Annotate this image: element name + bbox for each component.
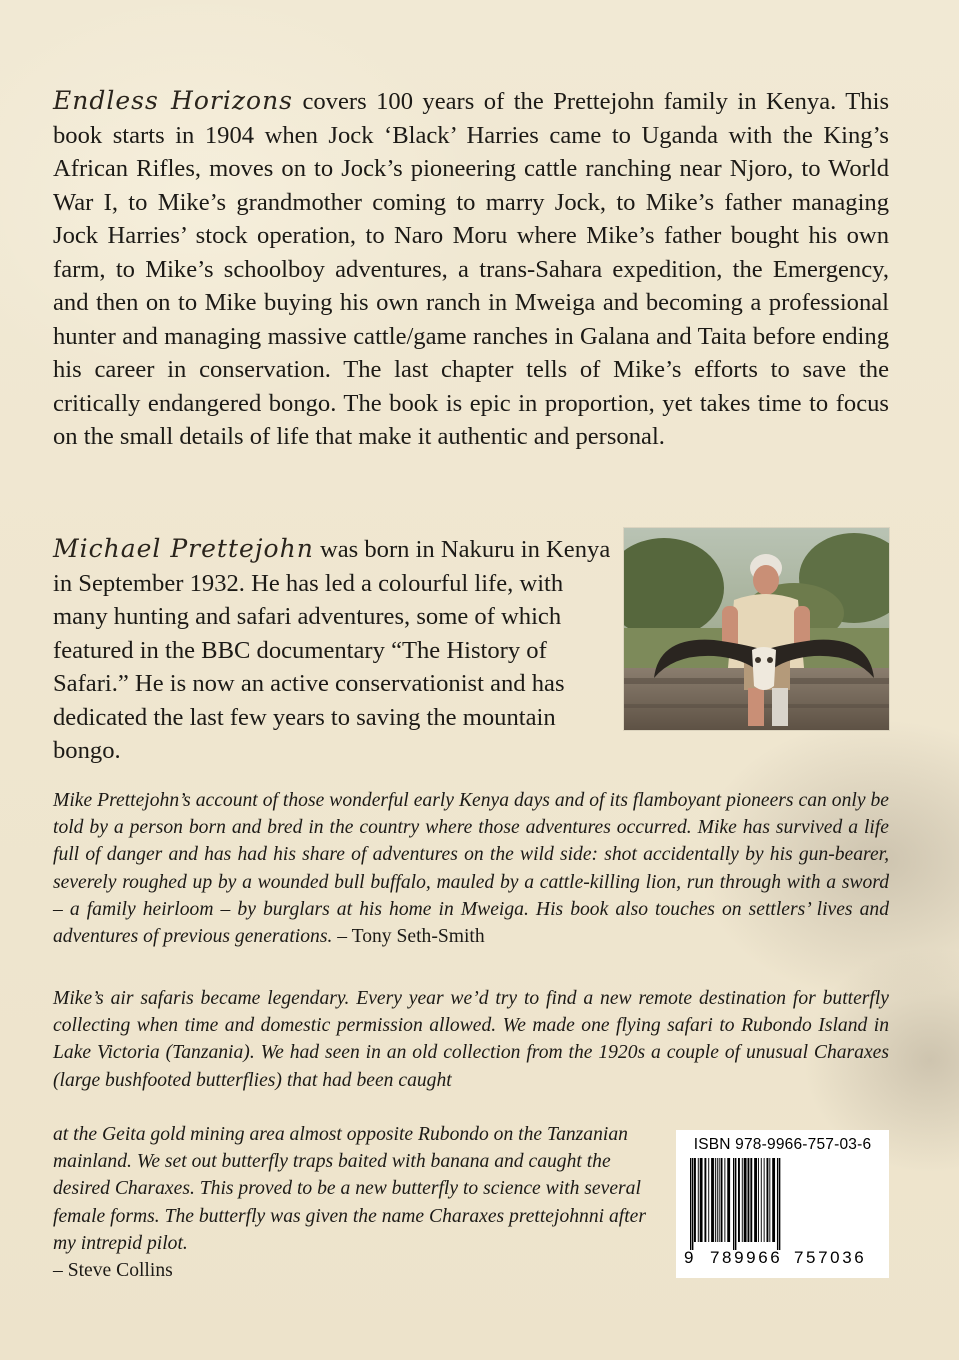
review-quote-1-attribution: – Tony Seth-Smith <box>332 926 485 948</box>
barcode-bars-icon <box>676 1158 889 1250</box>
isbn-label: ISBN 978-9966-757-03-6 <box>693 1136 872 1153</box>
barcode-bar <box>761 1158 762 1242</box>
isbn-digits-right: 757036 <box>794 1248 867 1267</box>
barcode-bar <box>715 1158 716 1242</box>
author-bio <box>53 532 613 768</box>
barcode-guard-bar <box>777 1158 778 1250</box>
review-quote-2-narrow <box>53 1121 663 1284</box>
review-quote-2-text-narrow: at the Geita gold mining area almost opposite Rubondo on the Tanzanian mainland. We set out butterfly traps baited with banana and caught the desired Charaxes. This proved to be a new butterfly to science with several female forms. The butterfly was given the name Charaxes prettejohnni after my intrepid pilot. <box>53 1124 646 1254</box>
barcode-guard-bar <box>690 1158 691 1250</box>
barcode-bar <box>719 1158 720 1242</box>
review-quote-2-text-full: Mike’s air safaris became legendary. Every year we’d try to find a new remote destination for butterfly collecting when time and domestic permission allowed. We made one flying safari to Rubondo Island in Lake Victoria (Tanzania). We had seen in an old collection from the 1920s a couple of unusual Charaxes (large bushfooted butterflies) that had been caught <box>53 988 889 1091</box>
barcode-bar <box>700 1158 703 1242</box>
isbn-digit-first: 9 <box>684 1248 694 1267</box>
barcode-bar <box>694 1158 696 1242</box>
barcode-guard-bar <box>779 1158 780 1250</box>
barcode-guard-bar <box>733 1158 734 1250</box>
author-photo-with-buffalo-skull-icon <box>624 528 889 730</box>
barcode-bar <box>704 1158 706 1242</box>
barcode-bar <box>724 1158 725 1242</box>
barcode-bar <box>767 1158 769 1242</box>
barcode-guard-bar <box>692 1158 693 1250</box>
barcode-bar <box>727 1158 730 1242</box>
barcode-bar <box>742 1158 743 1242</box>
barcode-bar <box>717 1158 718 1242</box>
barcode-bar <box>764 1158 765 1242</box>
review-quote-1 <box>53 787 889 950</box>
barcode-bar <box>744 1158 747 1242</box>
book-blurb <box>53 84 889 454</box>
review-quote-2-full <box>53 985 889 1094</box>
barcode-bar <box>711 1158 714 1242</box>
review-quote-1-text: Mike Prettejohn’s account of those wonderful early Kenya days and of its flamboyant pioneers can only be told by a person born and bred in the country where those adventures occurred. Mike has survived a life full of danger and has had his share of adventures on the wild side: shot accidentally by his gun-bearer, severely roughed up by a wounded bull buffalo, mauled by a cattle-killing lion, run through with a sword – a family heirloom – by burglars at his home in Mweiga. His book also touches on settlers’ lives and adventures of previous generations. <box>53 790 889 948</box>
isbn-digits-left: 789966 <box>710 1248 783 1267</box>
barcode-bar <box>698 1158 699 1242</box>
barcode-bar <box>758 1158 759 1242</box>
barcode-bar <box>769 1158 770 1242</box>
author-photo <box>624 528 889 730</box>
blurb-text: covers 100 years of the Prettejohn family in Kenya. This book starts in 1904 when Jock ‘Black’ Harries came to Uganda with the King’s African Rifles, moves on to Jock’s pioneering cattle ranching near Njoro, to World War I, to Mike’s grandmother coming to marry Jock, to Mike’s father managing Jock Harries’ stock operation, to Naro Moru where Mike’s father bought his own farm, to Mike’s schoolboy adventures, a trans-Sahara expedition, the Emergency, and then on to Mike buying his own ranch in Mweiga and becoming a professional hunter and managing massive cattle/game ranches in Galana and Taita before ending his career in conservation. The last chapter tells of Mike’s efforts to save the critically endangered bongo. The book is epic in proportion, yet takes time to focus on the small details of life that make it authentic and personal. <box>53 88 890 450</box>
author-name-script: Michael Prettejohn <box>53 534 314 563</box>
book-title-script: Endless Horizons <box>53 86 294 115</box>
author-bio-text: was born in Nakuru in Kenya in September 1932. He has led a colourful life, with many hunting and safari adventures, some of which featured in the BBC documentary “The History of Safari.” He is now an active conservationist and has dedicated the last few years to saving the mountain bongo. <box>53 536 611 764</box>
barcode-bar <box>772 1158 775 1242</box>
barcode-bar <box>721 1158 723 1242</box>
isbn-barcode <box>676 1130 889 1278</box>
barcode-bar <box>738 1158 740 1242</box>
barcode-guard-bar <box>735 1158 736 1250</box>
barcode-bar <box>708 1158 709 1242</box>
barcode-bar <box>748 1158 750 1242</box>
barcode-bar <box>754 1158 757 1242</box>
barcode-bar <box>750 1158 752 1242</box>
review-quote-2-attribution: – Steve Collins <box>53 1260 173 1282</box>
